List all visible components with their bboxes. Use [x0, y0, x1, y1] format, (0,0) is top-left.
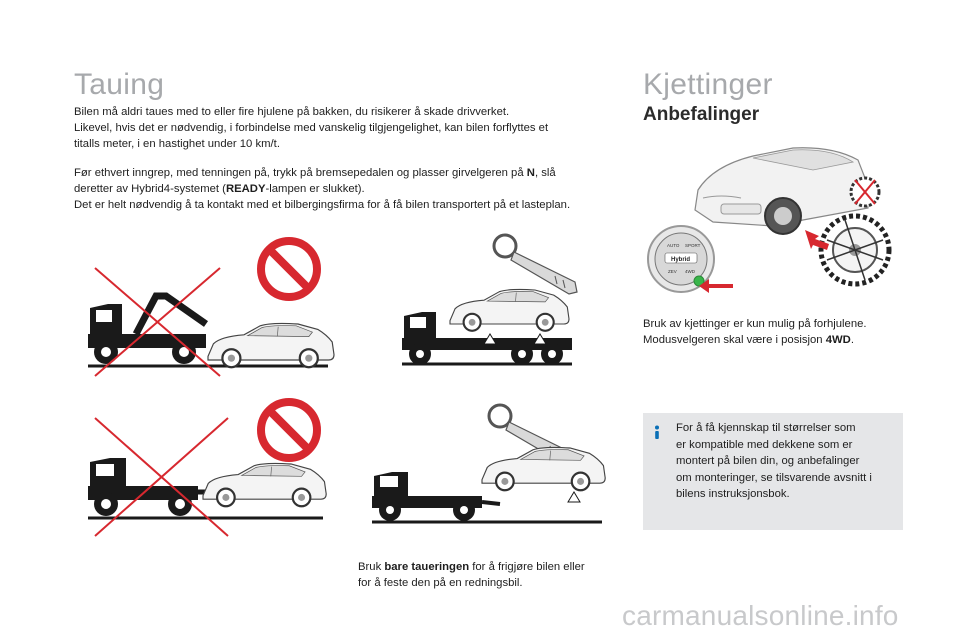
towing-eye-caption: Bruk bare taueringen for å frigjøre bilen eller for å feste den på en redningsbil.	[358, 561, 585, 589]
snow-chains-illustration	[643, 138, 918, 298]
mode-selector-dial	[648, 226, 714, 292]
prohibition-icon	[261, 402, 317, 458]
flatbed-tow-truck	[402, 289, 572, 365]
procedure-line-1: Før ethvert inngrep, med tenningen på, trykk på bremsepedalen og plasser girvelgeren på N, slå	[74, 167, 556, 179]
selector-sport: SPORT	[685, 243, 701, 248]
selector-hybrid: Hybrid	[671, 257, 691, 263]
info-text: For å få kjennskap til størrelser som er kompatible med dekkene som er montert på bilen din, og anbefalinger om monteringer, se tilsvarende avsnitt i bilens instruksjonsbok.	[676, 422, 872, 500]
intro-line-1: Bilen må aldri taues med to eller fire hjulene på bakken, du risikerer å skade drivverket.	[74, 106, 510, 118]
chains-paragraph: Bruk av kjettinger er kun mulig på forhjulene. Modusvelgeren skal være i posisjon 4WD.	[643, 318, 867, 346]
info-icon	[651, 425, 663, 439]
rear-chain-crossed	[851, 178, 879, 206]
procedure-line-3: Det er helt nødvendig å ta kontakt med et bilbergingsfirma for å få bilen transportert på et lasteplan.	[74, 199, 571, 211]
info-box	[643, 413, 903, 530]
intro-line-2: Likevel, hvis det er nødvendig, i forbindelse med vanskelig tilgjengelighet, kan bilen forflyttes et	[74, 122, 549, 134]
intro-paragraph	[74, 104, 634, 152]
prohibition-icon	[261, 241, 317, 297]
flatbed-tow-truck	[372, 447, 605, 522]
selector-auto: AUTO	[667, 243, 680, 248]
selector-zev: ZEV	[668, 269, 677, 274]
chained-front-wheel	[821, 216, 889, 284]
title-kjettinger: Kjettinger	[643, 68, 773, 101]
watermark: carmanualsonline.info	[622, 600, 899, 631]
procedure-line-2: deretter av Hybrid4-systemet (READY-lampen er slukket).	[74, 183, 365, 195]
towing-illustrations	[80, 226, 640, 546]
warning-triangle-icon	[568, 492, 580, 502]
selector-4wd: 4WD	[685, 269, 695, 274]
intro-line-3: titalls meter, i en hastighet under 10 km/t.	[74, 138, 280, 150]
subtitle-anbefalinger: Anbefalinger	[643, 104, 760, 125]
dolly-tow-truck	[88, 458, 326, 518]
wheel-lift-tow-truck	[88, 296, 334, 367]
procedure-paragraph	[74, 165, 634, 213]
towing-eye-icon	[494, 235, 577, 294]
title-tauing: Tauing	[74, 68, 165, 101]
